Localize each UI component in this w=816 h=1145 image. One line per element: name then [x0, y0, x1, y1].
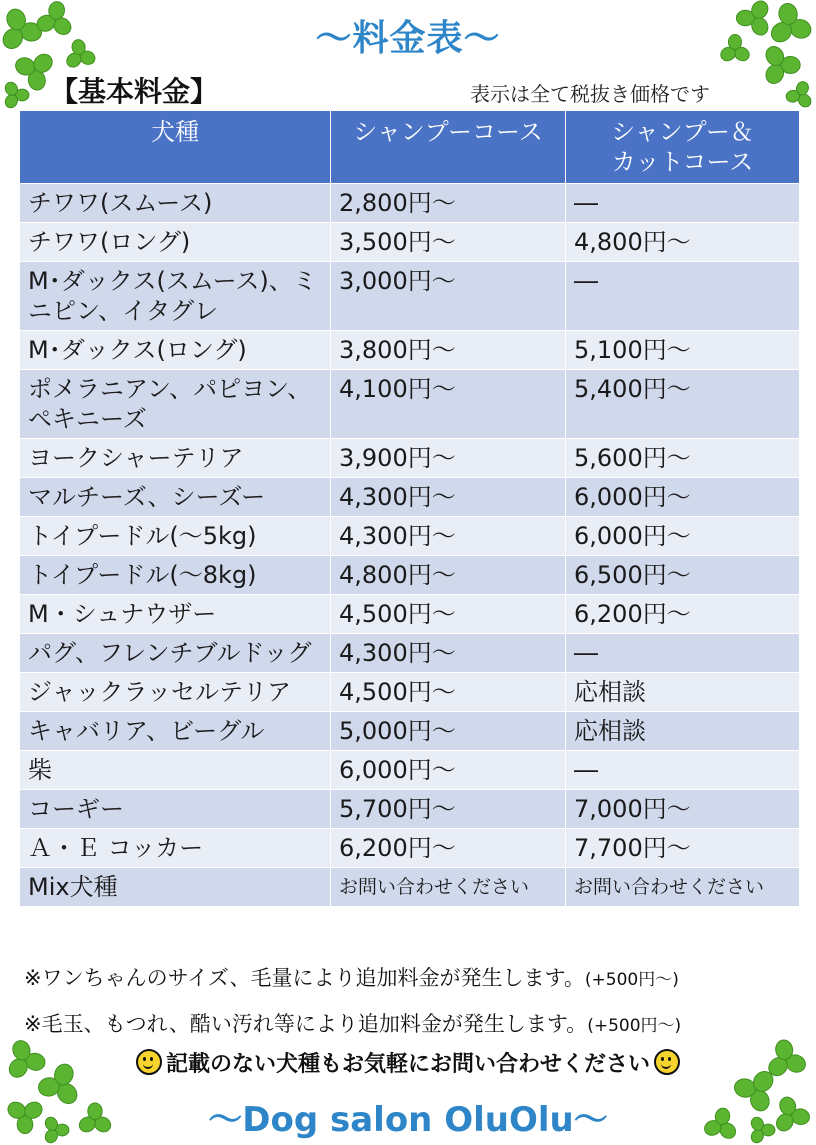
table-row	[20, 517, 800, 556]
table-row	[20, 790, 800, 829]
note-size	[24, 962, 679, 992]
cell-shampoo-price: 5,000円～	[331, 712, 566, 751]
table-row	[20, 868, 800, 907]
price-table	[19, 110, 800, 907]
cell-cut-price: ―	[566, 634, 800, 673]
cell-breed: トイプードル(～5kg)	[20, 517, 331, 556]
cell-cut-price: 6,000円～	[566, 517, 800, 556]
cell-breed: M･ダックス(ロング)	[20, 331, 331, 370]
cell-shampoo-price: 4,100円～	[331, 370, 566, 439]
cell-cut-price: 5,400円～	[566, 370, 800, 439]
table-row	[20, 634, 800, 673]
cell-cut-price: 応相談	[566, 712, 800, 751]
cell-shampoo-price: 4,800円～	[331, 556, 566, 595]
cell-shampoo-price: 3,500円～	[331, 223, 566, 262]
table-row	[20, 478, 800, 517]
note-matting-extra: (+500円～)	[587, 1016, 682, 1036]
table-row	[20, 262, 800, 331]
cell-breed: M・シュナウザー	[20, 595, 331, 634]
tax-note: 表示は全て税抜き価格です	[470, 82, 710, 106]
cell-cut-price: ―	[566, 262, 800, 331]
cell-cut-price: 4,800円～	[566, 223, 800, 262]
header-shampoo-cut	[566, 111, 800, 184]
note-size-text: ※ワンちゃんのサイズ、毛量により追加料金が発生します。	[24, 966, 585, 990]
section-label: 【基本料金】	[50, 75, 219, 108]
cell-breed: 柴	[20, 751, 331, 790]
cell-breed: コーギー	[20, 790, 331, 829]
cell-breed: マルチーズ、シーズー	[20, 478, 331, 517]
cell-shampoo-price: 3,000円～	[331, 262, 566, 331]
closing-message	[0, 1047, 816, 1078]
cell-cut-price: 6,500円～	[566, 556, 800, 595]
cell-breed: チワワ(ロング)	[20, 223, 331, 262]
table-row	[20, 829, 800, 868]
cell-cut-price: 5,100円～	[566, 331, 800, 370]
cell-cut-price: 6,200円～	[566, 595, 800, 634]
cell-cut-price: 応相談	[566, 673, 800, 712]
cell-shampoo-price: 5,700円～	[331, 790, 566, 829]
table-row	[20, 751, 800, 790]
header-shampoo: シャンプーコース	[331, 111, 566, 184]
note-matting-text: ※毛玉、もつれ、酷い汚れ等により追加料金が発生します。	[24, 1012, 588, 1036]
cell-breed: パグ、フレンチブルドッグ	[20, 634, 331, 673]
table-row	[20, 439, 800, 478]
cell-breed: M･ダックス(スムース)、ミニピン、イタグレ	[20, 262, 331, 331]
cell-breed: トイプードル(～8kg)	[20, 556, 331, 595]
cell-breed: チワワ(スムース)	[20, 184, 331, 223]
smiley-icon	[136, 1049, 162, 1075]
header-breed: 犬種	[20, 111, 331, 184]
cell-shampoo-price: 4,300円～	[331, 634, 566, 673]
table-row	[20, 673, 800, 712]
salon-name: ～Dog salon OluOlu～	[208, 1100, 608, 1140]
cell-breed: ヨークシャーテリア	[20, 439, 331, 478]
table-row	[20, 712, 800, 751]
table-row	[20, 331, 800, 370]
price-table-body	[20, 184, 800, 907]
cell-cut-price: お問い合わせください	[566, 868, 800, 907]
cell-cut-price: 7,000円～	[566, 790, 800, 829]
table-header-row	[20, 111, 800, 184]
cell-cut-price: ―	[566, 184, 800, 223]
cell-shampoo-price: 4,300円～	[331, 478, 566, 517]
cell-cut-price: ―	[566, 751, 800, 790]
table-row	[20, 184, 800, 223]
cell-shampoo-price: お問い合わせください	[331, 868, 566, 907]
cell-breed: ポメラニアン、パピヨン、ペキニーズ	[20, 370, 331, 439]
cell-cut-price: 7,700円～	[566, 829, 800, 868]
table-row	[20, 556, 800, 595]
page-title: ～料金表～	[315, 18, 501, 59]
cell-breed: キャバリア、ビーグル	[20, 712, 331, 751]
clover-icon	[3, 80, 29, 110]
table-row	[20, 223, 800, 262]
cell-breed: ジャックラッセルテリア	[20, 673, 331, 712]
note-matting	[24, 1008, 681, 1038]
cell-shampoo-price: 4,500円～	[331, 595, 566, 634]
cell-shampoo-price: 4,500円～	[331, 673, 566, 712]
smiley-icon	[654, 1049, 680, 1075]
cell-breed: Mix犬種	[20, 868, 331, 907]
clover-icon	[781, 76, 816, 110]
cell-shampoo-price: 3,900円～	[331, 439, 566, 478]
cell-shampoo-price: 6,200円～	[331, 829, 566, 868]
cell-cut-price: 5,600円～	[566, 439, 800, 478]
note-size-extra: (+500円～)	[584, 970, 679, 990]
cell-breed: Ａ・Ｅ コッカー	[20, 829, 331, 868]
table-row	[20, 370, 800, 439]
cell-shampoo-price: 2,800円～	[331, 184, 566, 223]
cell-shampoo-price: 6,000円～	[331, 751, 566, 790]
header-shampoo-cut-text: シャンプー＆ カットコース	[611, 118, 754, 176]
cell-shampoo-price: 4,300円～	[331, 517, 566, 556]
closing-text: 記載のない犬種もお気軽にお問い合わせください	[165, 1052, 650, 1077]
table-row	[20, 595, 800, 634]
cell-shampoo-price: 3,800円～	[331, 331, 566, 370]
cell-cut-price: 6,000円～	[566, 478, 800, 517]
